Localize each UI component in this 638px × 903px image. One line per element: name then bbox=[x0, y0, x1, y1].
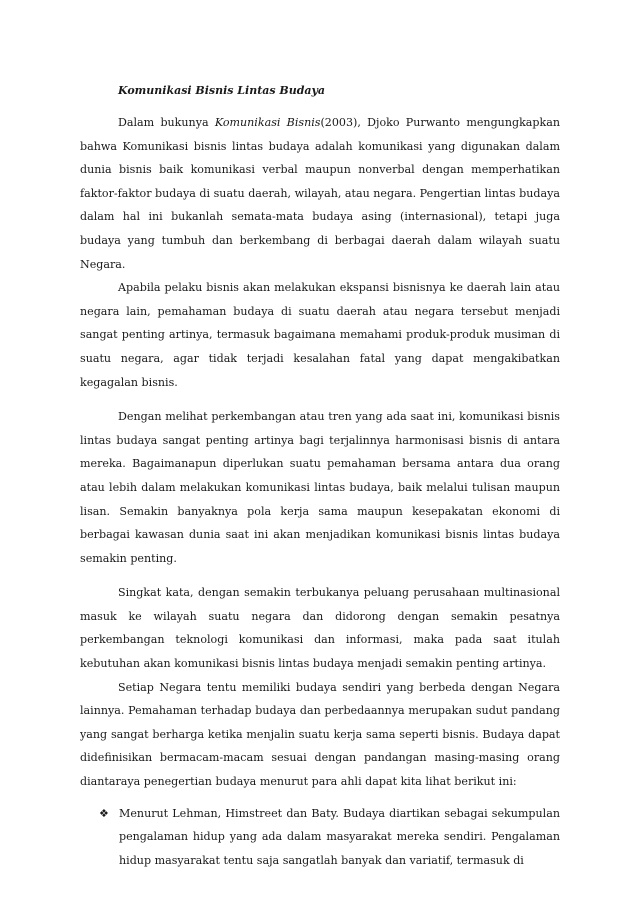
list-item bbox=[80, 802, 560, 873]
section-heading: Komunikasi Bisnis Lintas Budaya bbox=[118, 84, 326, 97]
paragraph-5: Setiap Negara tentu memiliki budaya sendiri yang berbeda dengan Negara lainnya. Pemahaman terhadap budaya dan perbedaannya merupakan sudut pandang yang sangat berharga ketika menjalin suatu kerja sama seperti bisnis. Budaya dapat didefinisikan bermacam-macam sesuai dengan pandangan masing-masing orang diantaraya penegertian budaya menurut para ahli dapat kita lihat berikut ini: bbox=[80, 680, 560, 789]
paragraph-4: Singkat kata, dengan semakin terbukanya peluang perusahaan multinasional masuk ke wilayah suatu negara dan didorong dengan semakin pesatnya perkembangan teknologi komunikasi dan informasi, maka pada saat itulah kebutuhan akan komunikasi bisnis lintas budaya menjadi semakin penting artinya. bbox=[80, 586, 560, 671]
paragraph-1-body: (2003), Djoko Purwanto mengungkapkan bahwa Komunikasi bisnis lintas budaya adalah komunikasi yang digunakan dalam dunia bisnis baik komunikasi verbal maupun nonverbal dengan memperhatikan faktor-faktor budaya di suatu daerah, wilayah, atau negara. Pengertian lintas budaya dalam hal ini bukanlah semata-mata budaya asing (internasional), tetapi juga budaya yang tumbuh dan berkembang di berbagai daerah dalam wilayah suatu Negara. bbox=[80, 116, 560, 271]
paragraph-1 bbox=[80, 111, 560, 276]
paragraph-2: Apabila pelaku bisnis akan melakukan ekspansi bisnisnya ke daerah lain atau negara lain, pemahaman budaya di suatu daerah atau negara tersebut menjadi sangat penting artinya, termasuk bagaimana memahami produk-produk musiman di suatu negara, agar tidak terjadi kesalahan fatal yang dapat mengakibatkan kegagalan bisnis. bbox=[80, 281, 560, 389]
diamond-bullet-icon: ❖ bbox=[99, 806, 109, 820]
paragraph-1-intro: Dalam bukunya bbox=[118, 116, 215, 129]
list-item-text: Menurut Lehman, Himstreet dan Baty. Budaya diartikan sebagai sekumpulan pengalaman hidup yang ada dalam masyarakat mereka sendiri. Pengalaman hidup masyarakat tentu saja sangatlah banyak dan variatif, termasuk di bbox=[119, 806, 560, 867]
paragraph-3: Dengan melihat perkembangan atau tren yang ada saat ini, komunikasi bisnis lintas budaya sangat penting artinya bagi terjalinnya harmonisasi bisnis di antara mereka. Bagaimanapun diperlukan suatu pemahaman bersama antara dua orang atau lebih dalam melakukan komunikasi lintas budaya, baik melalui tulisan maupun lisan. Semakin banyaknya pola kerja sama maupun kesepakatan ekonomi di berbagai kawasan dunia saat ini akan menjadikan komunikasi bisnis lintas budaya semakin penting. bbox=[80, 410, 560, 565]
definition-list bbox=[80, 802, 560, 873]
book-title: Komunikasi Bisnis bbox=[214, 116, 321, 129]
